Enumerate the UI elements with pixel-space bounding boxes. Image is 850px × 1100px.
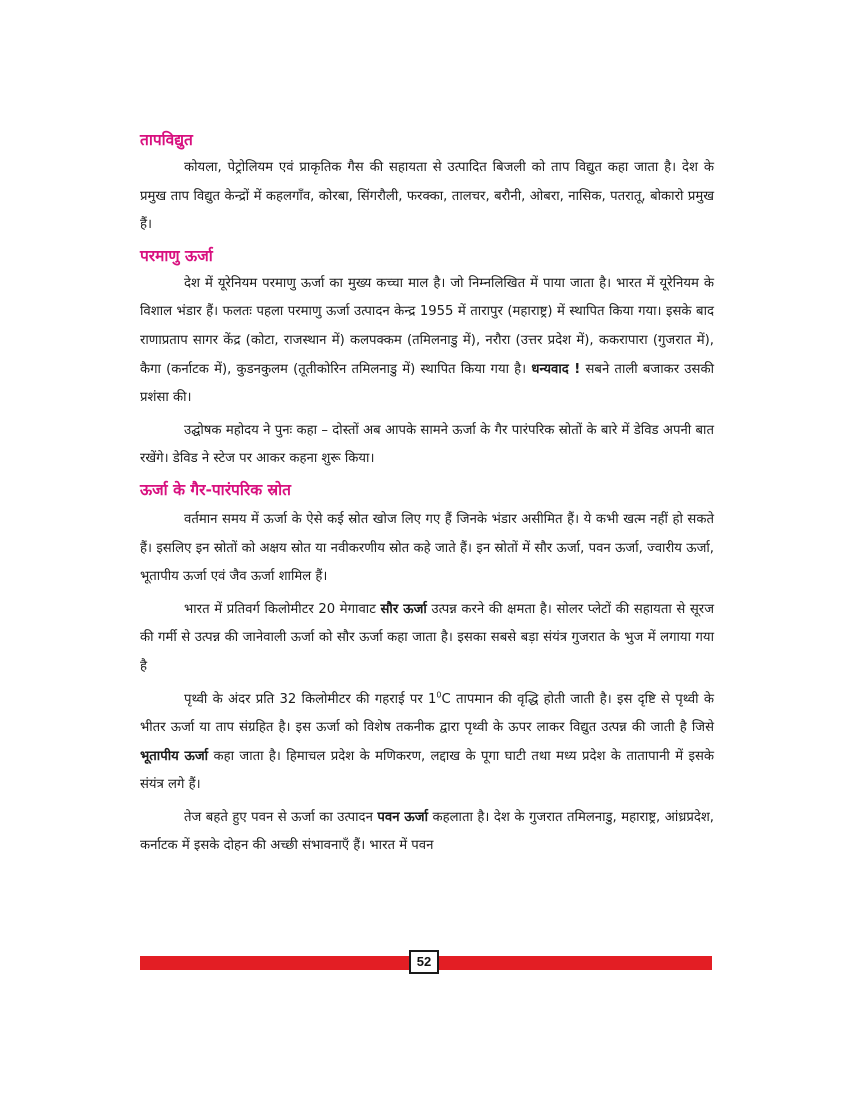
text-span: उत्पन्न करने की क्षमता है। सोलर प्लेटों की सहायता से सूरज की गर्मी से उत्पन्न की जानेवाली ऊर्जा को सौर ऊर्जा कहा जाता है। इसका सबसे बड़ा संयंत्र गुजरात के भुज में लगाया गया है	[140, 601, 714, 674]
paragraph-renewable-intro: वर्तमान समय में ऊर्जा के ऐसे कई स्रोत खोज लिए गए हैं जिनके भंडार असीमित हैं। ये कभी खत्म नहीं हो सकते हैं। इसलिए इन स्रोतों को अक्षय स्रोत या नवीकरणीय स्रोत कहे जाते हैं। इन स्रोतों में सौर ऊर्जा, पवन ऊर्जा, ज्वारीय ऊर्जा, भूतापीय ऊर्जा एवं जैव ऊर्जा शामिल हैं।	[140, 511, 714, 585]
text-span: कहा जाता है। हिमाचल प्रदेश के मणिकरण, लद्दाख के पूगा घाटी तथा मध्य प्रदेश के तातापानी में इसके संयंत्र लगे हैं।	[140, 748, 714, 793]
bold-text: भूतापीय ऊर्जा	[140, 748, 209, 764]
page-number: 52	[409, 950, 439, 974]
text-span: C तापमान की वृद्धि होती जाती है। इस दृष्टि से पृथ्वी के भीतर ऊर्जा या ताप संग्रहित है। इस ऊर्जा को विशेष तकनीक द्वारा पृथ्वी के ऊपर लाकर विद्युत उत्पन्न की जाती है जिसे	[140, 691, 714, 736]
text-span: तेज बहते हुए पवन से ऊर्जा का उत्पादन	[184, 809, 378, 825]
heading-non-conventional-sources: ऊर्जा के गैर-पारंपरिक स्रोत	[140, 480, 291, 499]
bold-text: धन्यवाद !	[531, 361, 581, 377]
page-content	[140, 128, 714, 861]
paragraph-thermal-power: कोयला, पेट्रोलियम एवं प्राकृतिक गैस की सहायता से उत्पादित बिजली को ताप विद्युत कहा जाता है। देश के प्रमुख ताप विद्युत केन्द्रों में कहलगाँव, कोरबा, सिंगरौली, फरक्का, तालचर, बरौनी, ओबरा, नासिक, पतरातू, बोकारो प्रमुख हैं।	[140, 160, 714, 233]
paragraph-geothermal-energy	[140, 686, 714, 800]
paragraph-solar-energy	[140, 596, 714, 682]
heading-thermal-power: तापविद्युत	[140, 131, 193, 149]
paragraph-wind-energy	[140, 804, 714, 861]
superscript-degree: 0	[436, 690, 442, 700]
text-span: भारत में प्रतिवर्ग किलोमीटर 20 मेगावाट	[184, 601, 381, 617]
paragraph-announcer: उद्घोषक महोदय ने पुनः कहा – दोस्तों अब आपके सामने ऊर्जा के गैर पारंपरिक स्रोतों के बारे में डेविड अपनी बात रखेंगे। डेविड ने स्टेज पर आकर कहना शुरू किया।	[140, 422, 714, 467]
text-span: कहलाता है। देश के गुजरात तमिलनाडु, महाराष्ट्र, आंध्रप्रदेश, कर्नाटक में इसके दोहन की अच्छी संभावनाएँ हैं। भारत में पवन	[140, 809, 715, 854]
heading-nuclear-energy: परमाणु ऊर्जा	[140, 246, 213, 265]
bold-text: पवन ऊर्जा	[377, 809, 428, 825]
text-span: सबने ताली बजाकर उसकी प्रशंसा की।	[140, 361, 714, 406]
text-span: देश में यूरेनियम परमाणु ऊर्जा का मुख्य कच्चा माल है। जो निम्नलिखित में पाया जाता है। भारत में यूरेनियम के विशाल भंडार हैं। फलतः पहला परमाणु ऊर्जा उत्पादन केन्द्र 1955 में तारापुर (महाराष्ट्र) में स्थापित किया गया। इसके बाद राणाप्रताप सागर केंद्र (कोटा, राजस्थान में) कलपक्कम (तमिलनाडु में), नरौरा (उत्तर प्रदेश में), ककरापारा (गुजरात में), कैगा (कर्नाटक में), कुडनकुलम (तूतीकोरिन तमिलनाडु में) स्थापित किया गया है।	[140, 275, 714, 377]
bold-text: सौर ऊर्जा	[380, 601, 427, 617]
text-span: पृथ्वी के अंदर प्रति 32 किलोमीटर की गहराई पर 1	[184, 691, 437, 707]
paragraph-nuclear-energy	[140, 270, 714, 413]
